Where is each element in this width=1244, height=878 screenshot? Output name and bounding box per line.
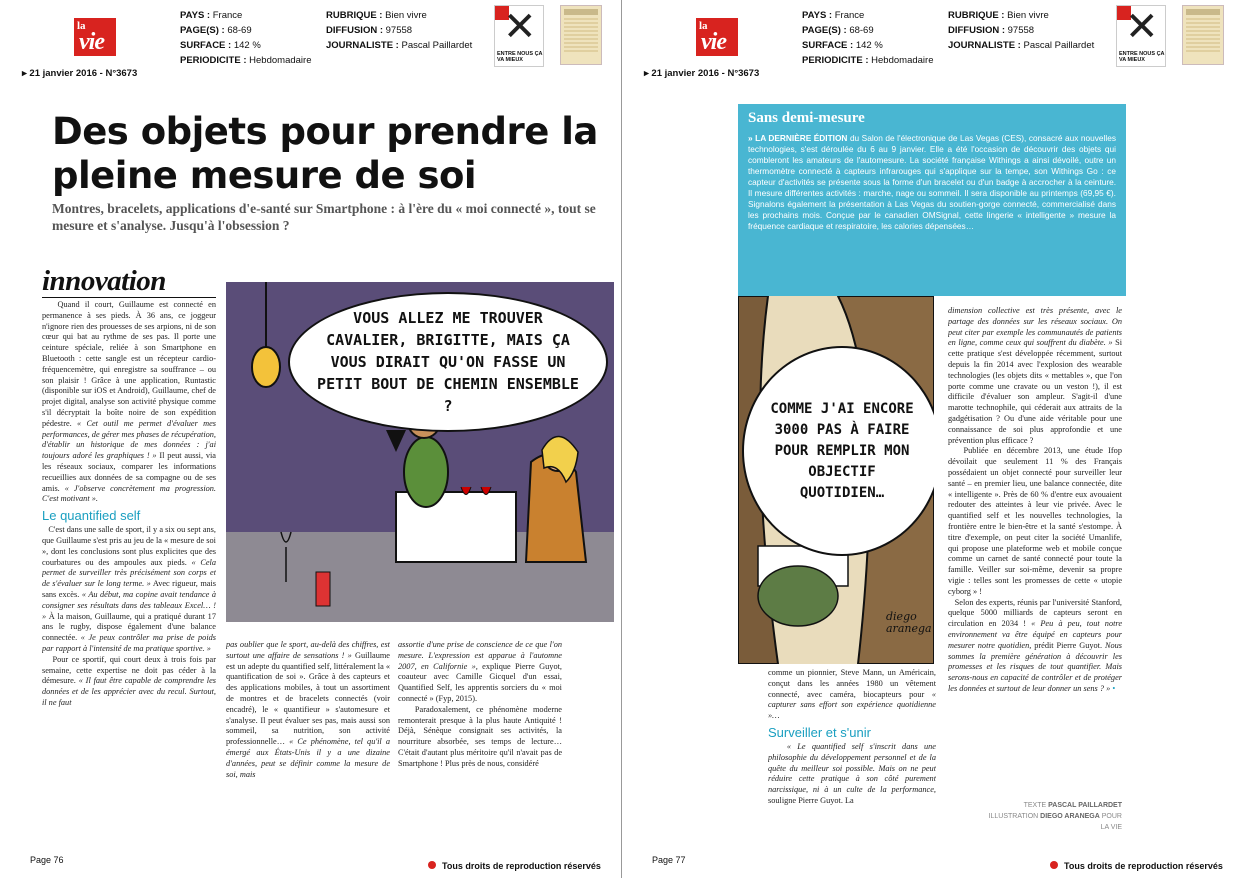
credits: TEXTE PASCAL PAILLARDET ILLUSTRATION DIEGO ARANEGA POUR LA VIE [988, 802, 1122, 831]
rights-notice: Tous droits de reproduction réservés [442, 861, 601, 871]
speech-bubble-tail-icon [386, 430, 406, 452]
kicker: innovation [42, 265, 166, 297]
rubrique-value: Bien vivre [385, 10, 427, 21]
rights-notice: Tous droits de reproduction réservés [1064, 861, 1223, 871]
dek: Montres, bracelets, applications d'e-santé sur Smartphone : à l'ère du « moi connecté », tout se mesure et s'analyse. Jusqu'à l'obsession ? [52, 201, 596, 233]
meta-col-b: RUBRIQUE : Bien vivre DIFFUSION : 97558 JOURNALISTE : Pascal Paillardet [326, 10, 473, 51]
article-col-1: Quand il court, Guillaume est connecté en permanence à ses pieds. À 36 ans, ce joggeur n'ignore rien des prouesses de ses arpions, ni de son cœur qui bat au rythme de ses pas. Il porte une ceinture spéciale, reliée à son Smartphone en Bluetooth : cette sangle est un récepteur cardio-fréquencemètre, qui enregistre sa souffrance – ou son plaisir ! Grâce à une application, Runtastic (disponible sur iOS et Android), Guillaume, chef de projet digital, analyse son activité physique comme s'il décryptait la boîte noire de son expédition pédestre. « Cet outil me permet d'évaluer mes performances, de gérer mes phases de récupération, d'établir un historique de mes données : j'ai toujours adoré les graphiques ! » Il peut aussi, via les réseaux sociaux, comparer les informations recueillies aux données de sa compagne ou de ses amis. « J'observe concrètement ma progression. C'est motivant ». Le quantified self C'est dans une salle de sport, il y a six ou sept ans, que Guillaume s'est pris au jeu de la « mesure de soi », dont les conclusions sont plus explicites que des courbatures ou des ampoules aux pieds. « Cela permet de surveiller très précisément son corps et de s'évaluer sur le long terme. » Avec rigueur, mais sans excès. « Au début, ma copine avait tendance à consigner ses résultats dans des tableaux Excel… ! » À la maison, Guillaume, qui a pratiqué durant 17 ans le rugby, dispose également d'une balance connectée. « Je peux contrôler ma prise de poids par rapport à l'intensité de ma pratique sportive. » Pour ce sportif, qui court deux à trois fois par semaine, cette expertise ne doit pas céder à la démesure. « Il faut être capable de comprendre les données et de les apprécier avec du recul. Surtout, il ne faut [42, 300, 216, 707]
periodicite-value: Hebdomadaire [871, 55, 934, 66]
x-icon: ✕ [503, 5, 537, 50]
page-number: Page 77 [652, 855, 686, 865]
surface-value: 142 % [233, 40, 261, 51]
issue-date: ▸ 21 janvier 2016 - N°3673 [644, 68, 760, 79]
surface-value: 142 % [855, 40, 883, 51]
speech-bubble: COMME J'AI ENCORE 3000 PAS À FAIRE POUR REMPLIR MON OBJECTIF QUOTIDIEN… [742, 346, 934, 556]
journaliste-value: Pascal Paillardet [401, 40, 473, 51]
rights-dot-icon [428, 861, 436, 869]
meta-col-a: PAYS : France PAGE(S) : 68-69 SURFACE : 142 % PERIODICITE : Hebdomadaire [802, 10, 934, 66]
la-vie-logo: la vie [74, 18, 116, 56]
meta-col-a: PAYS : France PAGE(S) : 68-69 SURFACE : 142 % PERIODICITE : Hebdomadaire [180, 10, 312, 66]
cartoon-dinner-illustration [226, 282, 614, 622]
meta-col-b: RUBRIQUE : Bien vivre DIFFUSION : 97558 JOURNALISTE : Pascal Paillardet [948, 10, 1095, 51]
diffusion-value: 97558 [1007, 25, 1035, 36]
pages-value: 68-69 [227, 25, 252, 36]
cartoon-steps-illustration [738, 296, 934, 664]
rubrique-value: Bien vivre [1007, 10, 1049, 21]
article-col-2: pas oublier que le sport, au-delà des chiffres, est surtout une affaire de sensations ! » Guillaume est un adepte du quantified self, littéralement la « quantification de soi ». Grâce à des capteurs et des applications mobiles, à tout un assortiment de montres et de bracelets connectés (voir encadré), le « quantifieur » s'automesure et s'analyse. Il peut évaluer ses pas, mais aussi son sommeil, sa nutrition, son activité professionnelle… « Ce phénomène, tel qu'il a émergé aux États-Unis il y a une dizaine d'années, peut se définir comme la mesure de soi, mais [226, 640, 390, 779]
sidebar-title: Sans demi-mesure [748, 110, 865, 126]
periodicite-value: Hebdomadaire [249, 55, 312, 66]
article-col-3: assortie d'une prise de conscience de ce que l'on mesure. L'expression est apparue à l'automne 2007, en Californie », explique Pierre Guyot, coauteur avec Camille Gicquel d'un essai, Quantified Self, les apprentis sorciers du « moi connecté » (Fyp, 2015). Paradoxalement, ce phénomène moderne remonterait presque à la plus haute Antiquité ! Déjà, Sénèque consignait ses activités, la nourriture absorbée, ses temps de lecture… C'était d'autant plus méritoire qu'il n'avait pas de Smartphone ! Plus près de nous, considéré [398, 640, 562, 768]
diffusion-value: 97558 [385, 25, 413, 36]
subhead-surveiller: Surveiller et s'unir [768, 724, 871, 740]
page-thumbnail[interactable] [1182, 5, 1224, 65]
sidebar-box [738, 104, 1126, 296]
rights-dot-icon [1050, 861, 1058, 869]
pays-value: France [834, 10, 865, 21]
speech-bubble: VOUS ALLEZ ME TROUVER CAVALIER, BRIGITTE, MAIS ÇA VOUS DIRAIT QU'ON FASSE UN PETIT BOUT DE CHEMIN ENSEMBLE ? [288, 292, 608, 432]
artist-signature: diego aranega [886, 610, 932, 635]
end-mark: • [1112, 683, 1116, 693]
sidebar-text: » LA DERNIÈRE ÉDITION du Salon de l'électronique de Las Vegas (CES), consacré aux nouvelles technologies, s'est déroulée du 6 au 9 janvier. Elle a été l'occasion de découvrir des objets qui combleront les amateurs de l'automesure. La société française Withings a ainsi dévoilé, outre un thermomètre connecté à capteurs infrarouges qui s'applique sur la tempe, son Withings Go : ce capteur d'activités se présente sous la forme d'un bracelet ou d'un badge à accrocher à la ceinture. Il mesure différentes activités : marche, nage ou sommeil. Il sera disponible au printemps (69,95 €). Signalons également la présentation à Las Vegas du soutien-gorge connecté, commercialisé dans les prochains mois. Conçue par le canadien OMSignal, cette lingerie « intelligente » mesure la fréquence cardiaque et respiratoire, les calories dépensées… [748, 133, 1116, 231]
page-number: Page 76 [30, 855, 64, 865]
subhead-quantified-self: Le quantified self [42, 508, 141, 524]
x-icon: ✕ [1125, 5, 1159, 50]
pages-value: 68-69 [849, 25, 874, 36]
page-thumbnail[interactable] [560, 5, 602, 65]
la-vie-logo: la vie [696, 18, 738, 56]
issue-date: ▸ 21 janvier 2016 - N°3673 [22, 68, 138, 79]
cover-thumbnail[interactable]: ✕ ENTRE NOUS ÇA VA MIEUX [1116, 5, 1166, 67]
article-col-right-1: comme un pionnier, Steve Mann, un Américain, conçut dans les années 1980 un vêtement connecté, avec caméra, biocapteurs pour « capturer sans effort son expérience quotidienne »… Surveiller et s'unir « Le quantified self s'inscrit dans une philosophie du développement personnel et de la quête du meilleur soi possible. Mais on ne peut réduire cette pratique à son côté purement narcissique, ni à un culte de la performance, souligne Pierre Guyot. La [768, 668, 936, 805]
journaliste-value: Pascal Paillardet [1023, 40, 1095, 51]
pays-value: France [212, 10, 243, 21]
cover-thumbnail[interactable]: ✕ ENTRE NOUS ÇA VA MIEUX [494, 5, 544, 67]
headline: Des objets pour prendre la pleine mesure de soi [52, 110, 598, 197]
article-col-right-2: dimension collective est très présente, avec le partage des données sur les réseaux sociaux. On peut citer par exemple les communautés de patients en ligne, comme ceux qui souffrent du diabète. » Si cette pratique s'est développée récemment, surtout depuis la fin 2014 avec l'explosion des wearable technologies (les objets dits « mettables », que l'on porte comme une cravate ou un veston !), il est difficile d'évaluer son ampleur. S'agit-il d'une marotte technophile, qui céderait aux attraits de la gadgétisation ? Ou d'une aide véritable pour une connaissance de soi plus approfondie et une prévention plus efficace ? Publiée en décembre 2013, une étude Ifop dévoilait que seulement 11 % des Français possédaient un objet connecté pour surveiller leur santé – en premier lieu, une balance connectée, dite « intelligente ». Près de 60 % d'entre eux avouaient redouter des atteintes à leur vie privée. Avec le quantified self et les nouvelles technologies, la frontière entre le bien-être et la santé s'estompe. À titre d'exemple, on peut citer la société Umanlife, qui propose une plateforme web et mobile conçue comme un carnet de santé connecté pour toute la famille. Veiller sur soi-même, devenir sa propre vigie : telles sont les promesses de cette « utopie cyborg » ! Selon des experts, réunis par l'université Stanford, quelque 5000 milliards de capteurs seront en circulation en 2034 ! « Peu à peu, tout notre environnement va être équipé en capteurs pour mesurer notre quotidien, prédit Pierre Guyot. Nous sommes la première génération à découvrir les promesses et les risques de tout quantifier. Mais serons-nous en capacité de contrôler et de protéger les données et surtout de leur donner un sens ? » • [948, 306, 1122, 693]
kicker-rule [42, 297, 216, 298]
